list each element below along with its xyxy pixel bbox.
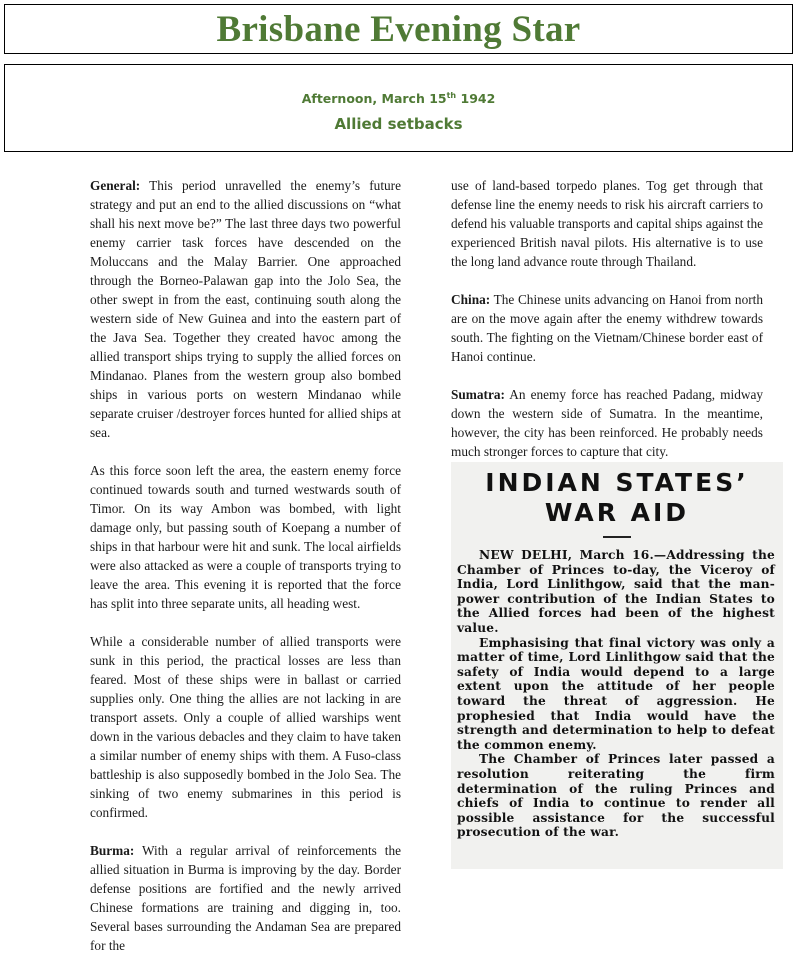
paragraph-burma	[90, 841, 401, 955]
paragraph-general	[90, 176, 401, 442]
paragraph-sumatra-text: An enemy force has reached Padang, midway down the western side of Sumatra. In the meantime, however, the city has been reinforced. He probably needs much stronger forces to capture that city.	[451, 387, 763, 459]
article-headline: Allied setbacks	[334, 115, 463, 134]
paragraph-burma-text: With a regular arrival of reinforcements the allied situation in Burma is improving by the day. Border defense positions are fortified and the newly arrived Chinese formations are training and digging in, too. Several bases surrounding the Andaman Sea are prepared for the	[90, 843, 401, 953]
clipping-headline-line2: WAR AID	[544, 498, 690, 527]
dateline-superscript: th	[446, 91, 457, 100]
newspaper-clipping	[451, 462, 783, 869]
dateline	[5, 91, 792, 106]
masthead-title: Brisbane Evening Star	[216, 9, 581, 50]
paragraph-china-text: The Chinese units advancing on Hanoi from north are on the move again after the enemy withdrew towards south. The fighting on the Vietnam/Chinese border east of Hanoi continue.	[451, 292, 763, 364]
dateline-year: 1942	[456, 91, 496, 107]
clipping-headline-line1: INDIAN STATES’	[485, 468, 749, 497]
clipping-paragraph: The Chamber of Princes later passed a resolution reiterating the firm determination of the ruling Princes and chiefs of India to continue to render all possible assistance for the successful prosecution of the war.	[457, 752, 775, 840]
clipping-paragraph: Emphasising that final victory was only a matter of time, Lord Linlithgow said that the safety of India would depend to a large extent upon the attitude of her people toward the threat of aggression. He prophesied that India would have the strength and determination to help to defeat the common enemy.	[457, 635, 775, 752]
paragraph-eastern-force: As this force soon left the area, the eastern enemy force continued towards south and turned westwards south of Timor. On its way Ambon was bombed, with light damage only, but passing south of Koepang a number of ships in that harbour were hit and sunk. The local airfields were also attacked as were a couple of transports trying to leave the area. This evening it is reported that the force has split into three separate units, all heading west.	[90, 463, 401, 611]
dateline-prefix: Afternoon, March 15	[301, 91, 447, 107]
article-header	[4, 64, 793, 152]
newspaper-masthead	[4, 4, 793, 54]
section-label-general: General:	[90, 178, 141, 193]
section-label-burma: Burma:	[90, 843, 135, 858]
section-label-china: China:	[451, 292, 491, 307]
paragraph-burma-continued: use of land-based torpedo planes. Tog get through that defense line the enemy needs to risk his aircraft carriers to defend his valuable transports and capital ships against the experienced British naval pilots. His alternative is to use the long land advance route through Thailand.	[451, 178, 763, 269]
section-label-sumatra: Sumatra:	[451, 387, 505, 402]
clipping-divider	[603, 536, 631, 538]
paragraph-china	[451, 290, 763, 366]
right-column	[451, 176, 763, 480]
left-column	[90, 176, 401, 974]
paragraph-sumatra	[451, 385, 763, 461]
clipping-body	[451, 548, 783, 840]
paragraph-general-text: This period unravelled the enemy’s future strategy and put an end to the allied discussions on “what shall his next move be?” The last three days two powerful enemy carrier task forces have descended on the Moluccans and the Malay Barrier. One approached through the Borneo-Palawan gap into the Jolo Sea, the other swept in from the east, continuing south along the western side of New Guinea and into the eastern part of the Java Sea. Together they created havoc among the allied transport ships trying to supply the allied forces on Mindanao. Planes from the western group also bombed ships in various ports on western Mindanao while separate cruiser /destroyer forces hunted for allied ships at sea.	[90, 178, 401, 440]
clipping-paragraph: NEW DELHI, March 16.—Addressing the Chamber of Princes to-day, the Viceroy of India, Lord Linlithgow, said that the man-power contribution of the Indian States to the Allied forces had been of the highest value.	[457, 548, 775, 635]
clipping-headline	[451, 468, 783, 528]
paragraph-losses: While a considerable number of allied transports were sunk in this period, the practical losses are less than feared. Most of these ships were in ballast or carried supplies only. One thing the allies are not lacking in are transport assets. Only a couple of allied warships went down in the various debacles and they claim to have taken a similar number of enemy ships with them. A Fuso-class battleship is also supposedly bombed in the Jolo Sea. The sinking of two enemy submarines in this period is confirmed.	[90, 634, 401, 820]
